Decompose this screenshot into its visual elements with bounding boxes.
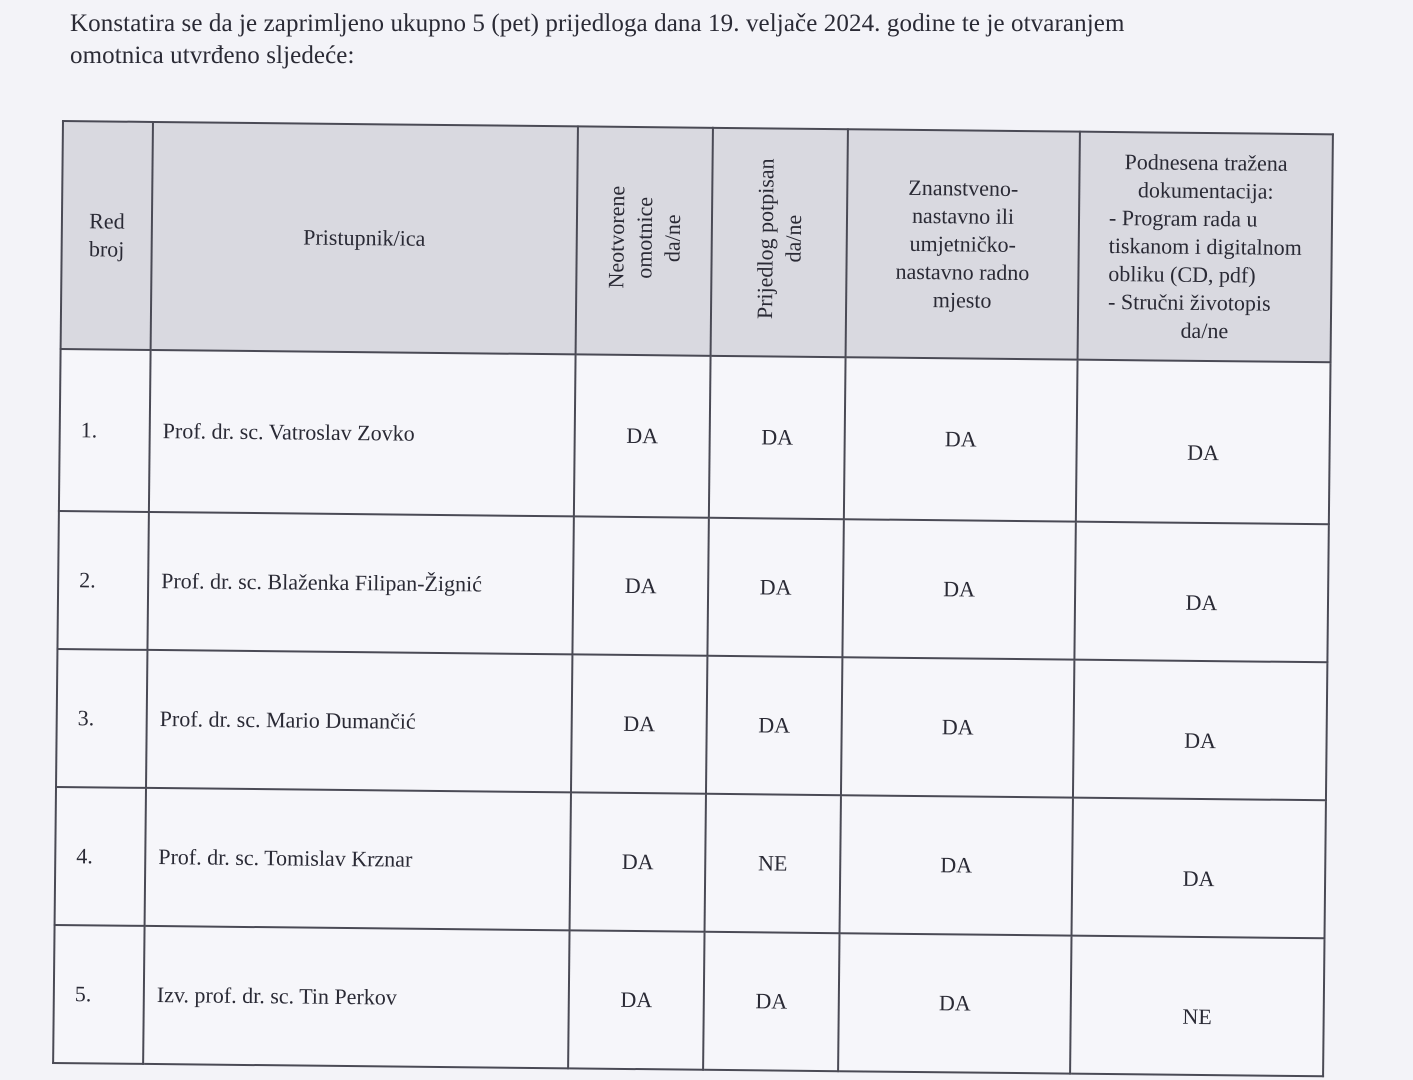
potpisan-value: DA	[707, 518, 843, 657]
potpisan-value: DA	[709, 356, 846, 519]
header-dok-line-6: - Stručni životopis	[1107, 288, 1271, 316]
mjesto-value: DA	[841, 657, 1074, 797]
header-neotvorene	[576, 126, 713, 355]
row-number: 2.	[57, 511, 148, 650]
candidate-name: Prof. dr. sc. Vatroslav Zovko	[149, 350, 576, 516]
row-number: 1.	[59, 349, 151, 512]
neotvorene-value: DA	[570, 792, 706, 931]
header-dokumentacija-text	[1108, 148, 1303, 346]
dokumentacija-value: DA	[1074, 522, 1328, 663]
header-neotvorene-line-1: Neotvorene	[602, 185, 629, 289]
potpisan-value: NE	[705, 794, 841, 933]
dokumentacija-value: DA	[1076, 360, 1331, 525]
neotvorene-value: DA	[574, 354, 711, 517]
table-row	[57, 511, 1328, 662]
header-dok-line-5: obliku (CD, pdf)	[1108, 260, 1256, 288]
proposals-table-container	[53, 120, 1332, 1029]
candidate-name: Prof. dr. sc. Blaženka Filipan-Žignić	[147, 512, 573, 654]
header-dok-line-7: da/ne	[1180, 317, 1229, 344]
intro-line-1: Konstatira se da je zaprimljeno ukupno 5 (pet) prijedloga dana 19. veljače 2024. godine te je otvaranjem	[70, 10, 1125, 37]
row-number: 5.	[53, 925, 144, 1064]
dokumentacija-value: NE	[1070, 936, 1324, 1077]
header-prijedlog-line-1: Prijedlog potpisan	[751, 158, 779, 320]
header-pristupnik: Pristupnik/ica	[151, 122, 578, 354]
header-dok-line-4: tiskanom i digitalnom	[1108, 232, 1302, 260]
header-mjesto-line-3: umjetničko-	[909, 230, 1017, 257]
header-mjesto-line-5: mjesto	[932, 287, 992, 313]
mjesto-value: DA	[840, 795, 1073, 935]
header-neotvorene-line-2: omotnice	[630, 196, 657, 279]
header-mjesto-line-2: nastavno ili	[911, 202, 1015, 229]
intro-line-2: omotnica utvrđeno sljedeće:	[70, 42, 355, 69]
neotvorene-value: DA	[571, 654, 707, 793]
candidate-name: Izv. prof. dr. sc. Tin Perkov	[143, 926, 569, 1068]
header-red-broj-line-1: Red	[89, 208, 125, 234]
header-red-broj	[61, 121, 153, 350]
header-prijedlog-line-2: da/ne	[780, 215, 806, 264]
neotvorene-value: DA	[572, 516, 708, 655]
table-header-row	[61, 121, 1333, 362]
dokumentacija-value: DA	[1072, 798, 1326, 939]
header-dok-line-2: dokumentacija:	[1137, 177, 1274, 204]
potpisan-value: DA	[703, 932, 839, 1071]
row-number: 3.	[56, 649, 147, 788]
header-dok-line-3: - Program rada u	[1108, 204, 1258, 232]
proposals-table	[52, 120, 1334, 1077]
header-dok-line-1: Podnesena tražena	[1124, 149, 1288, 176]
neotvorene-value: DA	[568, 930, 704, 1069]
table-row	[59, 349, 1331, 524]
row-number: 4.	[55, 787, 146, 926]
header-prijedlog-text	[750, 158, 808, 319]
header-red-broj-line-2: broj	[88, 236, 125, 262]
dokumentacija-value: DA	[1073, 660, 1327, 801]
candidate-name: Prof. dr. sc. Mario Dumančić	[146, 650, 572, 792]
mjesto-value: DA	[842, 519, 1075, 659]
header-radno-mjesto	[846, 129, 1080, 359]
intro-paragraph	[70, 8, 1360, 72]
mjesto-value: DA	[838, 933, 1071, 1073]
table-row	[55, 787, 1326, 938]
header-dokumentacija	[1078, 132, 1333, 363]
table-row	[56, 649, 1327, 800]
header-neotvorene-line-3: da/ne	[659, 213, 685, 262]
mjesto-value: DA	[844, 357, 1078, 521]
header-neotvorene-text	[602, 186, 687, 289]
header-mjesto-line-1: Znanstveno-	[908, 174, 1019, 202]
header-mjesto-line-4: nastavno radno	[895, 258, 1030, 286]
table-row	[53, 925, 1324, 1076]
candidate-name: Prof. dr. sc. Tomislav Krznar	[145, 788, 571, 930]
header-prijedlog-potpisan	[711, 128, 848, 357]
potpisan-value: DA	[706, 656, 842, 795]
